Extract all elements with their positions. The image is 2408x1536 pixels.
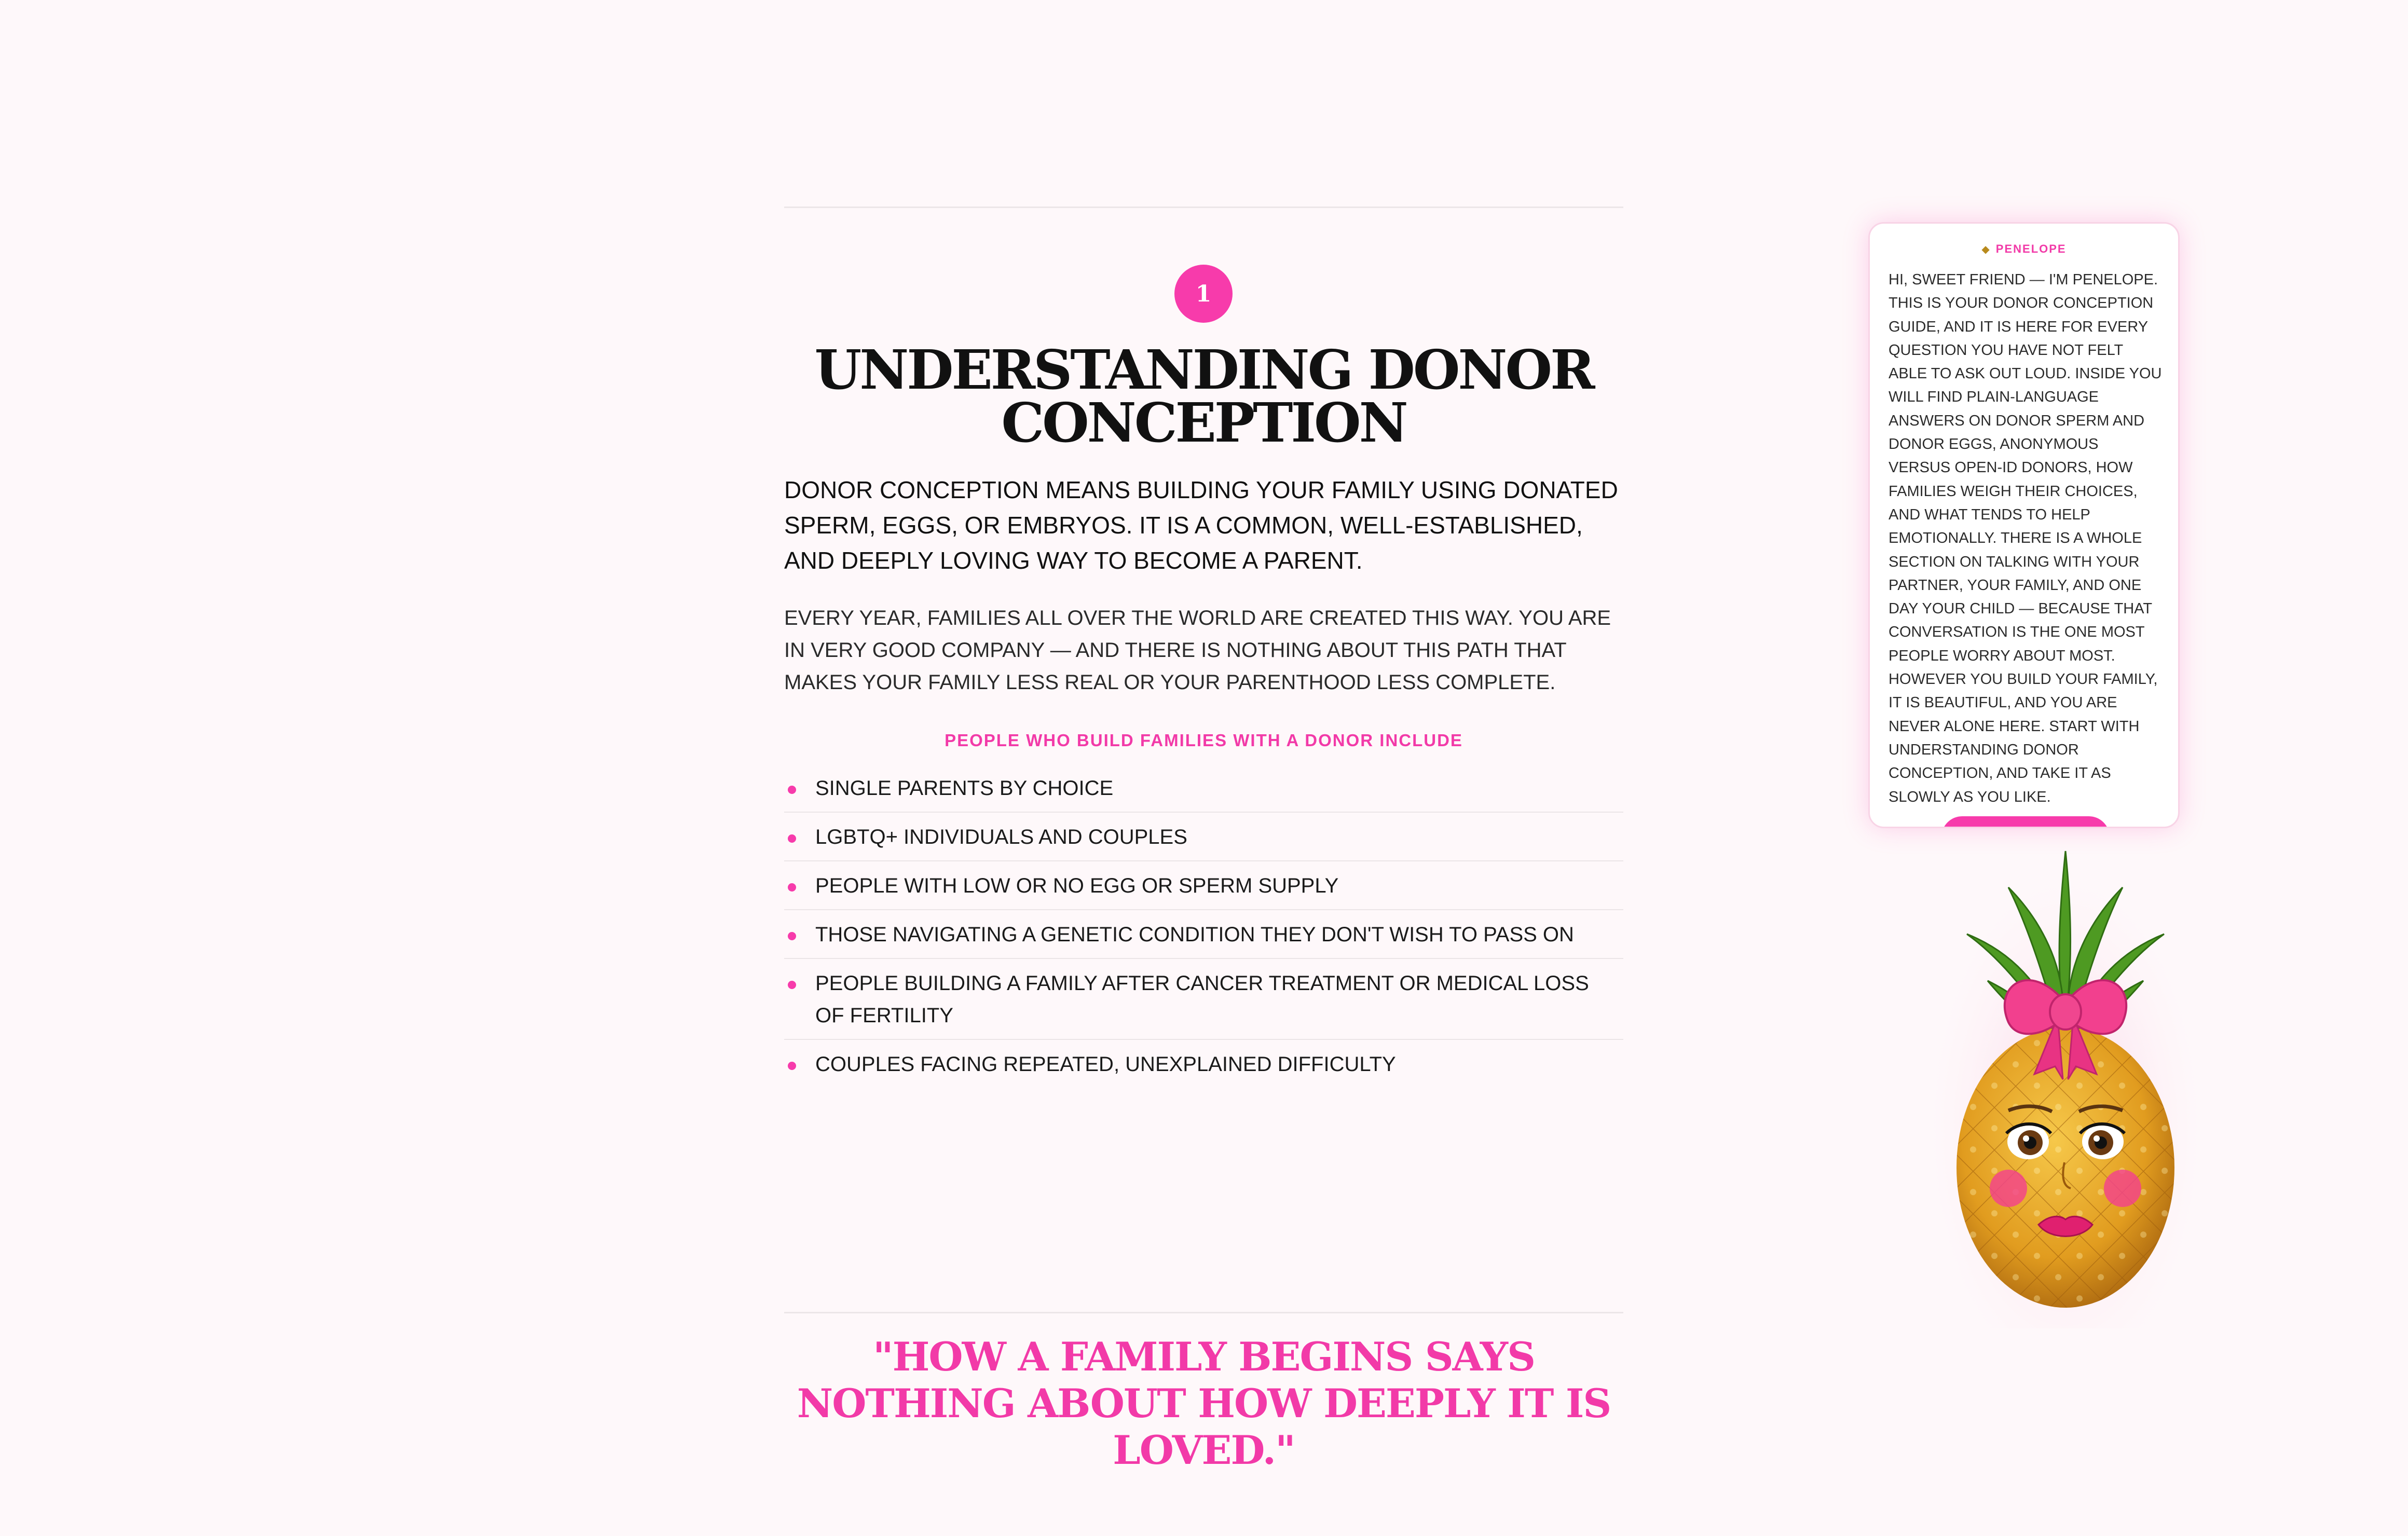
section-lead: DONOR CONCEPTION MEANS BUILDING YOUR FAMILY USING DONATED SPERM, EGGS, OR EMBRYOS. IT IS A COMMON, WELL-ESTABLISHED, AND DEEPLY LOVING WAY TO BECOME A PARENT. <box>784 476 1618 574</box>
list-item <box>784 910 1623 959</box>
chat-name: PENELOPE <box>1995 242 2067 255</box>
bullet-dot-icon <box>788 883 796 892</box>
list-item <box>784 764 1623 813</box>
chat-message: HI, SWEET FRIEND — I'M PENELOPE. THIS IS YOUR DONOR CONCEPTION GUIDE, AND IT IS HERE FOR EVERY QUESTION YOU HAVE NOT FELT ABLE TO ASK OUT LOUD. INSIDE YOU WILL FIND PLAIN-LANGUAGE ANSWERS ON DONOR SPERM AND DONOR EGGS, ANONYMOUS VERSUS OPEN-ID DONORS, HOW FAMILIES WEIGH THEIR CHOICES, AND WHAT TENDS TO HELP EMOTIONALLY. THERE IS A WHOLE SECTION ON TALKING WITH YOUR PARTNER, YOUR FAMILY, AND ONE DAY YOUR CHILD — BECAUSE THAT CONVERSATION IS THE ONE MOST PEOPLE WORRY ABOUT MOST. HOWEVER YOU BUILD YOUR FAMILY, IT IS BEAUTIFUL, AND YOU ARE NEVER ALONE HERE. START WITH UNDERSTANDING DONOR CONCEPTION, AND TAKE IT AS SLOWLY AS YOU LIKE. <box>1889 271 2162 805</box>
list-heading: PEOPLE WHO BUILD FAMILIES WITH A DONOR INCLUDE <box>945 731 1463 750</box>
list-item-text: PEOPLE BUILDING A FAMILY AFTER CANCER TREATMENT OR MEDICAL LOSS OF FERTILITY <box>815 972 1589 1027</box>
penelope-chat-bubble[interactable] <box>1868 222 2180 828</box>
list-item <box>784 1040 1623 1088</box>
penelope-pineapple-mascot[interactable] <box>1931 830 2200 1328</box>
section-number-badge: 1 <box>1174 265 1233 323</box>
list-item <box>784 959 1623 1040</box>
list-item-text: PEOPLE WITH LOW OR NO EGG OR SPERM SUPPLY <box>815 874 1339 897</box>
chat-action-button[interactable] <box>1941 816 2110 828</box>
list-item-text: LGBTQ+ INDIVIDUALS AND COUPLES <box>815 826 1187 848</box>
list-item-text: SINGLE PARENTS BY CHOICE <box>815 777 1114 800</box>
chat-header <box>1870 242 2178 256</box>
bullet-dot-icon <box>788 1062 796 1070</box>
pineapple-icon: ◆ <box>1981 244 1991 255</box>
bullet-dot-icon <box>788 981 796 989</box>
section-divider-bottom <box>784 1312 1623 1313</box>
bullet-dot-icon <box>788 786 796 794</box>
donor-families-list <box>784 764 1623 1088</box>
list-item-text: THOSE NAVIGATING A GENETIC CONDITION THEY DON'T WISH TO PASS ON <box>815 923 1574 946</box>
section-body: EVERY YEAR, FAMILIES ALL OVER THE WORLD ARE CREATED THIS WAY. YOU ARE IN VERY GOOD COMPANY — AND THERE IS NOTHING ABOUT THIS PATH THAT MAKES YOUR FAMILY LESS REAL OR YOUR PARENTHOOD LESS COMPLETE. <box>784 607 1611 694</box>
pull-quote: "HOW A FAMILY BEGINS SAYS NOTHING ABOUT HOW DEEPLY IT IS LOVED." <box>797 1334 1611 1473</box>
section-divider-top <box>784 207 1623 208</box>
bullet-dot-icon <box>788 932 796 940</box>
pineapple-mascot-icon <box>1931 830 2200 1328</box>
list-item <box>784 861 1623 910</box>
section-title: UNDERSTANDING DONOR CONCEPTION <box>814 338 1593 455</box>
bullet-dot-icon <box>788 834 796 843</box>
list-item <box>784 813 1623 861</box>
list-item-text: COUPLES FACING REPEATED, UNEXPLAINED DIFFICULTY <box>815 1053 1396 1076</box>
